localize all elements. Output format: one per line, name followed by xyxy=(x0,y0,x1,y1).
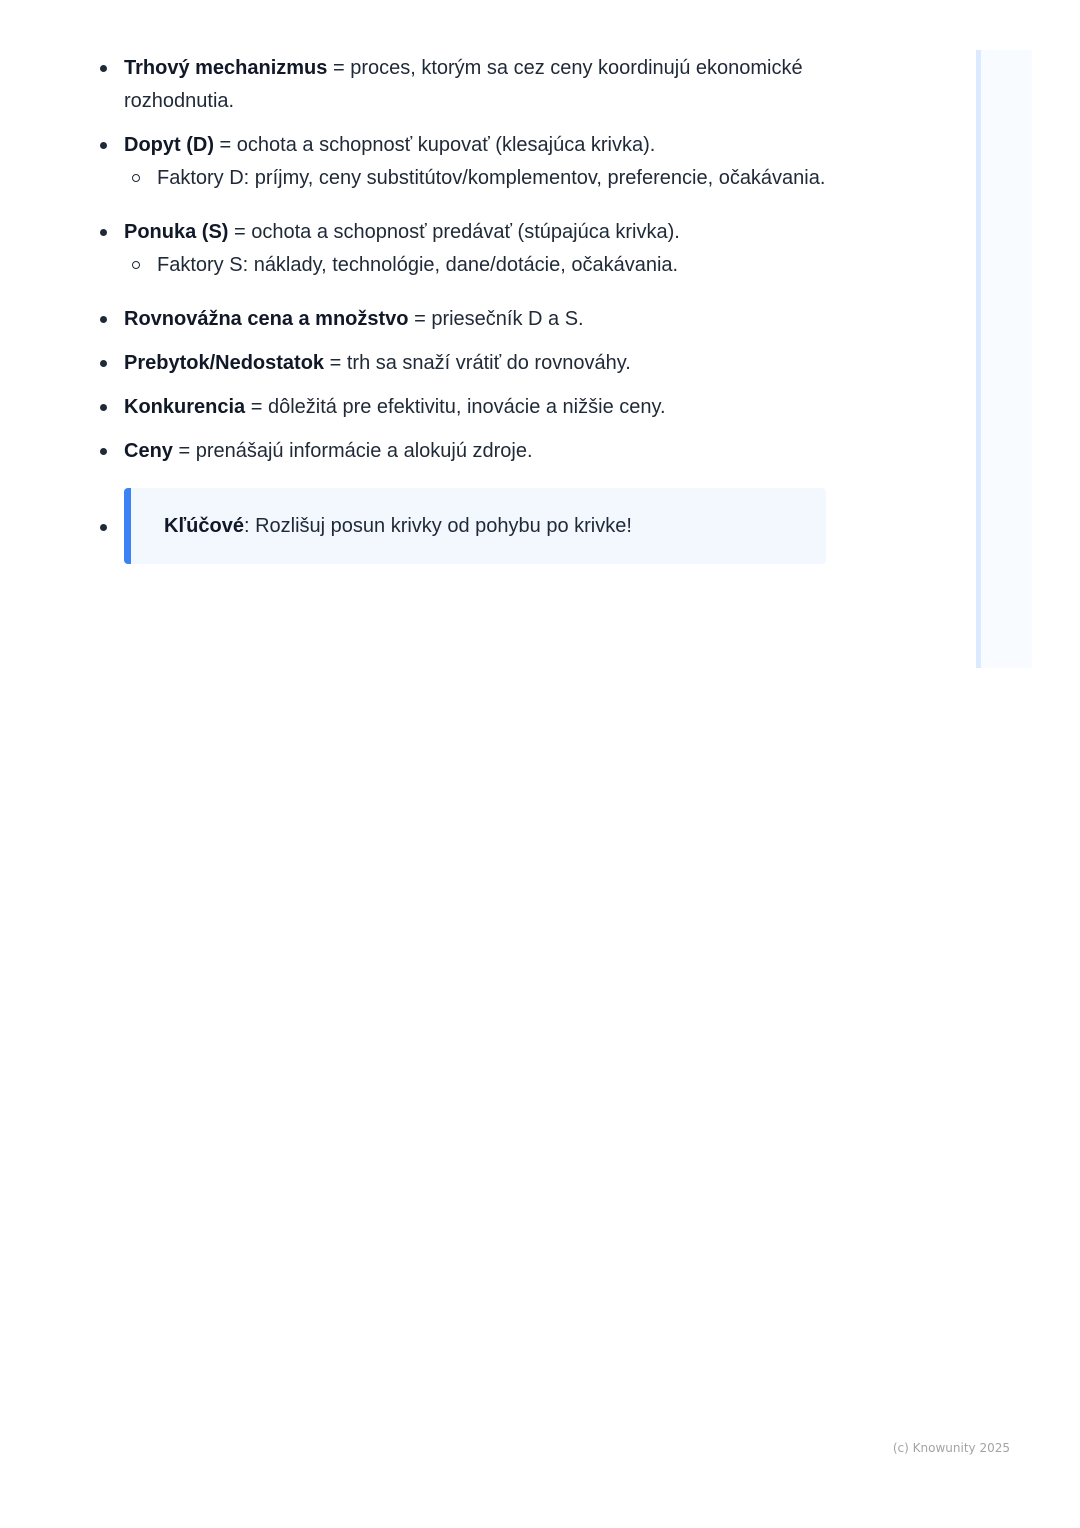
circle-bullet-icon xyxy=(132,261,140,269)
term-label: Konkurencia xyxy=(124,396,246,418)
sub-list xyxy=(124,162,836,195)
list-item-trhovy-mechanizmus xyxy=(96,52,836,118)
definition-text: = prenášajú informácie a alokujú zdroje. xyxy=(172,440,533,462)
sub-item-text: Faktory D: príjmy, ceny substitútov/komplementov, preferencie, očakávania. xyxy=(157,167,826,189)
bullet-icon xyxy=(100,65,107,72)
sub-list xyxy=(124,249,836,282)
list-item-callout xyxy=(96,488,836,564)
definition-text: = trh sa snaží vrátiť do rovnováhy. xyxy=(324,352,631,374)
bullet-icon xyxy=(100,142,107,149)
term-label: Prebytok/Nedostatok xyxy=(124,352,325,374)
definition-text: = proces, ktorým sa cez ceny koordinujú ekonomické rozhodnutia. xyxy=(124,57,803,112)
bullet-list xyxy=(96,52,836,564)
notes-content xyxy=(96,52,836,575)
term-label: Trhový mechanizmus xyxy=(124,57,328,79)
sub-list-item xyxy=(124,162,836,195)
list-item-rovnovazna-cena xyxy=(96,303,836,336)
copyright-footer: (c) Knowunity 2025 xyxy=(892,1441,1010,1455)
list-item-prebytok xyxy=(96,347,836,380)
bullet-icon xyxy=(100,229,107,236)
key-callout xyxy=(124,488,826,564)
list-item-konkurencia xyxy=(96,391,836,424)
term-label: Ceny xyxy=(124,440,173,462)
term-label: Rovnovážna cena a množstvo xyxy=(124,308,409,330)
bullet-icon xyxy=(100,360,107,367)
bullet-icon xyxy=(100,316,107,323)
list-item-ponuka xyxy=(96,216,836,282)
sub-item-text: Faktory S: náklady, technológie, dane/dotácie, očakávania. xyxy=(157,254,679,276)
definition-text: = ochota a schopnosť predávať (stúpajúca krivka). xyxy=(228,221,680,243)
bullet-icon xyxy=(100,404,107,411)
term-label: Ponuka (S) xyxy=(124,221,229,243)
definition-text: = priesečník D a S. xyxy=(408,308,584,330)
circle-bullet-icon xyxy=(132,174,140,182)
term-label: Dopyt (D) xyxy=(124,134,214,156)
list-item-dopyt xyxy=(96,129,836,195)
callout-text: : Rozlišuj posun krivky od pohybu po krivke! xyxy=(243,514,632,537)
definition-text: = ochota a schopnosť kupovať (klesajúca krivka). xyxy=(213,134,656,156)
sub-list-item xyxy=(124,249,836,282)
side-panel xyxy=(976,50,1032,668)
callout-term: Kľúčové xyxy=(164,514,244,537)
list-item-ceny xyxy=(96,435,836,468)
bullet-icon xyxy=(100,524,107,531)
bullet-icon xyxy=(100,448,107,455)
definition-text: = dôležitá pre efektivitu, inovácie a nižšie ceny. xyxy=(245,396,666,418)
